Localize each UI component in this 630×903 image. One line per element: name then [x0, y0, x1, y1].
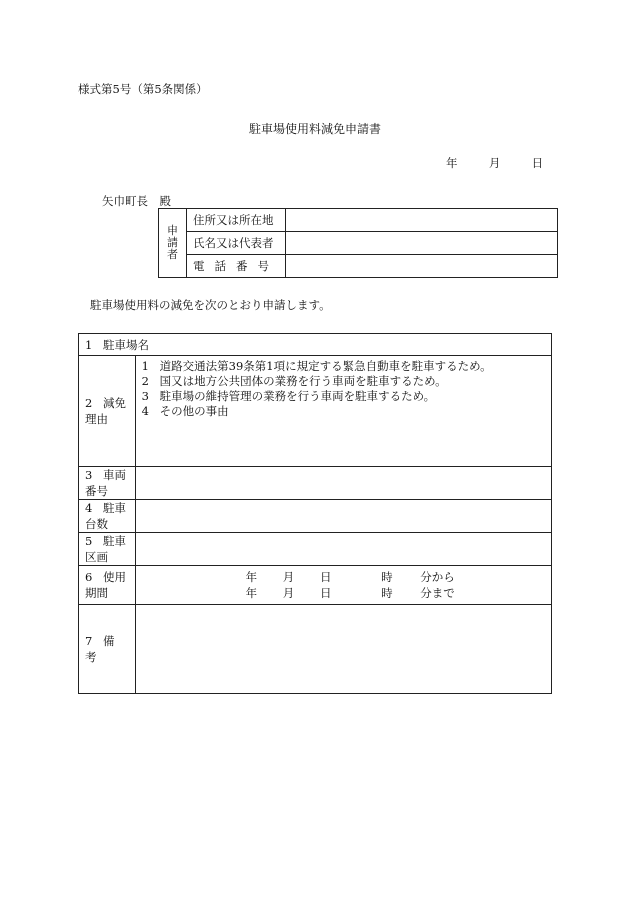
- reason-item: 4 その他の事由: [141, 404, 229, 418]
- usage-period-field[interactable]: [135, 566, 551, 605]
- request-table: [78, 333, 552, 694]
- parking-section-label: 5 駐車区画: [79, 533, 136, 566]
- parking-name-label: 1 駐車場名: [79, 334, 552, 356]
- date-year-unit: 年: [446, 156, 458, 170]
- remarks-label: 7 備 考: [79, 605, 136, 694]
- period-from: 年 月 日 時 分から: [245, 570, 455, 584]
- intro-text: 駐車場使用料の減免を次のとおり申請します。: [90, 298, 331, 312]
- applicant-table: [158, 208, 558, 278]
- vehicle-number-label: 3 車両番号: [79, 467, 136, 500]
- reason-item: 3 駐車場の維持管理の業務を行う車両を駐車するため。: [141, 389, 436, 403]
- applicant-name-field[interactable]: [286, 232, 558, 255]
- table-row: [79, 356, 552, 467]
- date-line: [446, 155, 543, 171]
- table-row: [79, 533, 552, 566]
- applicant-name-label: 氏名又は代表者: [187, 232, 286, 255]
- date-day-unit: 日: [531, 156, 544, 170]
- applicant-address-field[interactable]: [286, 209, 558, 232]
- table-row: [79, 500, 552, 533]
- remarks-field[interactable]: [135, 605, 551, 694]
- applicant-side-label: 申 請 者: [159, 209, 187, 278]
- table-row: [79, 605, 552, 694]
- applicant-phone-label: 電話番号: [187, 255, 286, 278]
- usage-period-label: 6 使用期間: [79, 566, 136, 605]
- period-to: 年 月 日 時 分まで: [245, 586, 455, 600]
- table-row: [79, 467, 552, 500]
- date-month-unit: 月: [488, 156, 501, 170]
- form-number: 様式第5号（第5条関係）: [78, 82, 208, 96]
- reason-options[interactable]: [135, 356, 551, 467]
- table-row: [79, 334, 552, 356]
- reason-label: 2 減免理由: [79, 356, 136, 467]
- parking-section-field[interactable]: [135, 533, 551, 566]
- addressee: 矢巾町長 殿: [102, 194, 171, 208]
- reason-item: 2 国又は地方公共団体の業務を行う車両を駐車するため。: [141, 374, 447, 388]
- table-row: [79, 566, 552, 605]
- vehicle-count-field[interactable]: [135, 500, 551, 533]
- reason-item: 1 道路交通法第39条第1項に規定する緊急自動車を駐車するため。: [141, 359, 492, 373]
- vehicle-number-field[interactable]: [135, 467, 551, 500]
- document-title: 駐車場使用料減免申請書: [248, 122, 381, 136]
- applicant-address-label: 住所又は所在地: [187, 209, 286, 232]
- applicant-phone-field[interactable]: [286, 255, 558, 278]
- vehicle-count-label: 4 駐車台数: [79, 500, 136, 533]
